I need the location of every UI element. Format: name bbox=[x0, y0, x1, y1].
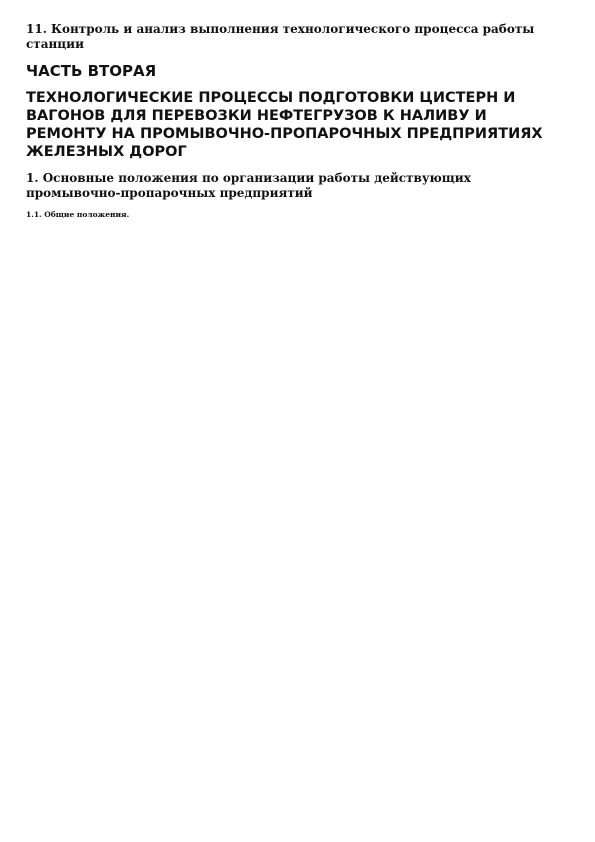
section-heading-11: 11. Контроль и анализ выполнения технологического процесса работы станции bbox=[26, 22, 535, 51]
document-title: ТЕХНОЛОГИЧЕСКИЕ ПРОЦЕССЫ ПОДГОТОВКИ ЦИСТЕРН И ВАГОНОВ ДЛЯ ПЕРЕВОЗКИ НЕФТЕГРУЗОВ К НАЛИВУ И РЕМОНТУ НА ПРОМЫВОЧНО-ПРОПАРОЧНЫХ ПРЕДПРИЯТИЯХ ЖЕЛЕЗНЫХ ДОРОГ bbox=[26, 90, 543, 160]
document-page bbox=[0, 0, 595, 220]
part-heading: ЧАСТЬ ВТОРАЯ bbox=[26, 62, 157, 80]
section-heading-1: 1. Основные положения по организации работы действующих промывочно-пропарочных предприятий bbox=[26, 171, 471, 200]
subheading: 1.1. Общие положения. bbox=[26, 210, 130, 219]
